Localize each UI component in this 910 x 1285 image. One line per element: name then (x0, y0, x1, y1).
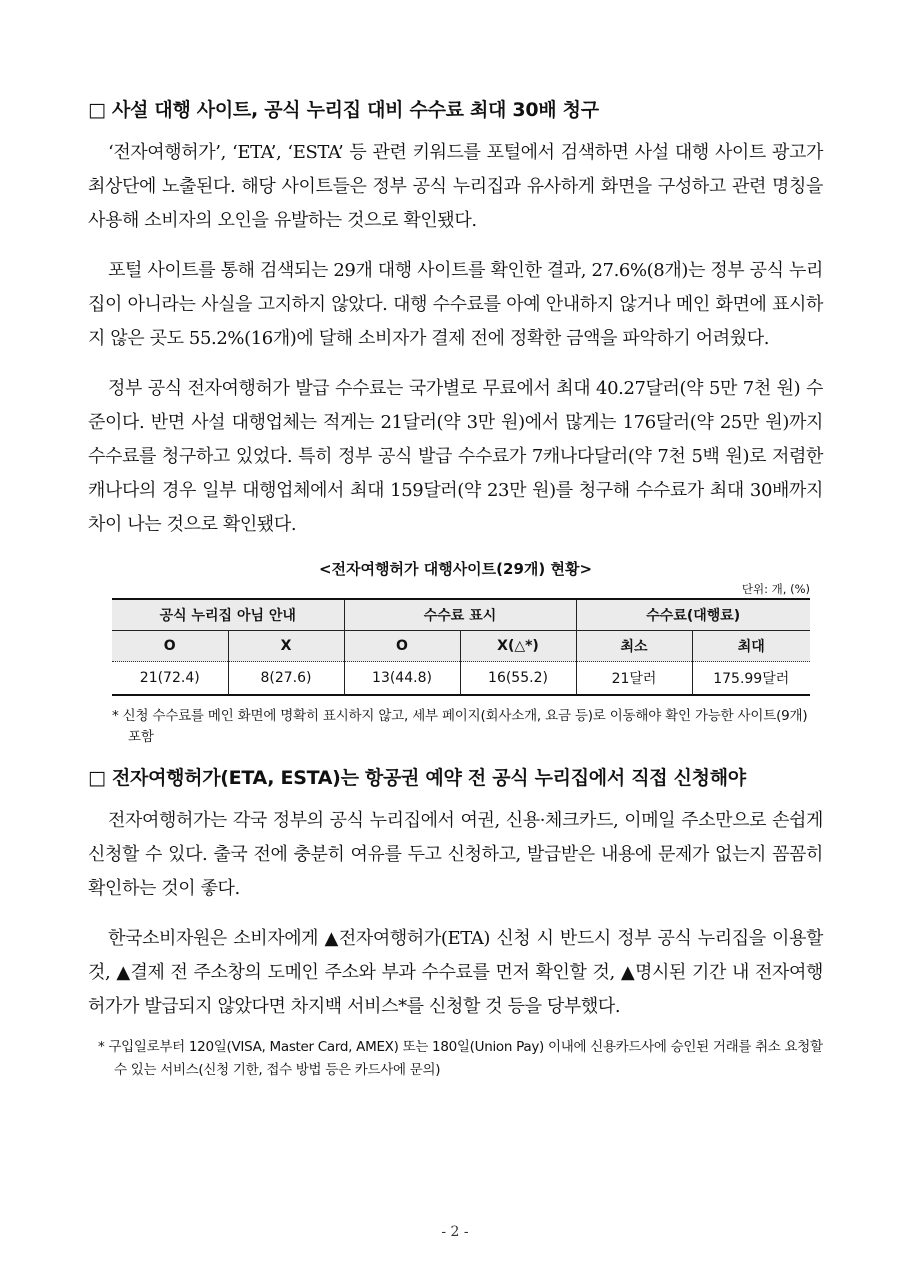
sub-header-notice-o: O (112, 631, 228, 662)
sub-header-notice-x: X (228, 631, 344, 662)
table-sub-header-row (112, 631, 810, 662)
table-row (112, 662, 810, 696)
sub-header-fee-x: X(△*) (460, 631, 576, 662)
table-unit: 단위: 개, (%) (741, 582, 810, 596)
section2-paragraph-1: 전자여행허가는 각국 정부의 공식 누리집에서 여권, 신용·체크카드, 이메일 주소만으로 손쉽게 신청할 수 있다. 출국 전에 충분히 여유를 두고 신청하고, 발급받은 내용에 문제가 없는지 꼼꼼히 확인하는 것이 좋다. (88, 810, 823, 899)
table-note: * 신청 수수료를 메인 화면에 명확히 표시하지 않고, 세부 페이지(회사소개, 요금 등)로 이동해야 확인 가능한 사이트(9개) 포함 (112, 708, 808, 745)
document-page (88, 96, 823, 1082)
cell-fee-min: 21달러 (576, 662, 692, 696)
section1-paragraph-1: ‘전자여행허가’, ‘ETA’, ‘ESTA’ 등 관련 키워드를 포털에서 검색하면 사설 대행 사이트 광고가 최상단에 노출된다. 해당 사이트들은 정부 공식 누리집과 유사하게 화면을 구성하고 관련 명칭을 사용해 소비자의 오인을 유발하는 것으로 확인됐다. (88, 142, 823, 231)
cell-fee-x: 16(55.2) (460, 662, 576, 696)
header-agency-fee: 수수료(대행료) (576, 599, 810, 631)
section2-heading: □ 전자여행허가(ETA, ESTA)는 항공권 예약 전 공식 누리집에서 직접 신청해야 (88, 767, 746, 789)
sub-header-fee-o: O (344, 631, 460, 662)
table-title: <전자여행허가 대행사이트(29개) 현황> (318, 560, 593, 578)
table-group-header-row (112, 599, 810, 631)
section2-footnote: * 구입일로부터 120일(VISA, Master Card, AMEX) 또는 180일(Union Pay) 이내에 신용카드사에 승인된 거래를 취소 요청할 수 있는 서비스(신청 기한, 접수 방법 등은 카드사에 문의) (98, 1039, 823, 1078)
sub-header-max: 최대 (692, 631, 810, 662)
section1-paragraph-3: 정부 공식 전자여행허가 발급 수수료는 국가별로 무료에서 최대 40.27달러(약 5만 7천 원) 수준이다. 반면 사설 대행업체는 적게는 21달러(약 3만 원)에서 많게는 176달러(약 25만 원)까지 수수료를 청구하고 있었다. 특히 정부 공식 발급 수수료가 7캐나다달러(약 7천 5백 원)로 저렴한 캐나다의 경우 일부 대행업체에서 최대 159달러(약 23만 원)를 청구해 수수료가 최대 30배까지 차이 나는 것으로 확인됐다. (88, 378, 823, 535)
sub-header-min: 최소 (576, 631, 692, 662)
cell-notice-o: 21(72.4) (112, 662, 228, 696)
header-official-notice: 공식 누리집 아님 안내 (112, 599, 344, 631)
agency-status-table (112, 598, 810, 696)
section1-heading: □ 사설 대행 사이트, 공식 누리집 대비 수수료 최대 30배 청구 (88, 99, 599, 121)
cell-fee-max: 175.99달러 (692, 662, 810, 696)
page-number: - 2 - (441, 1224, 469, 1240)
cell-notice-x: 8(27.6) (228, 662, 344, 696)
cell-fee-o: 13(44.8) (344, 662, 460, 696)
section1-paragraph-2: 포털 사이트를 통해 검색되는 29개 대행 사이트를 확인한 결과, 27.6%(8개)는 정부 공식 누리집이 아니라는 사실을 고지하지 않았다. 대행 수수료를 아예 안내하지 않거나 메인 화면에 표시하지 않은 곳도 55.2%(16개)에 달해 소비자가 결제 전에 정확한 금액을 파악하기 어려웠다. (88, 260, 823, 349)
header-fee-display: 수수료 표시 (344, 599, 576, 631)
section2-paragraph-2: 한국소비자원은 소비자에게 ▲전자여행허가(ETA) 신청 시 반드시 정부 공식 누리집을 이용할 것, ▲결제 전 주소창의 도메인 주소와 부과 수수료를 먼저 확인할 것, ▲명시된 기간 내 전자여행허가가 발급되지 않았다면 차지백 서비스*를 신청할 것 등을 당부했다. (88, 928, 823, 1017)
